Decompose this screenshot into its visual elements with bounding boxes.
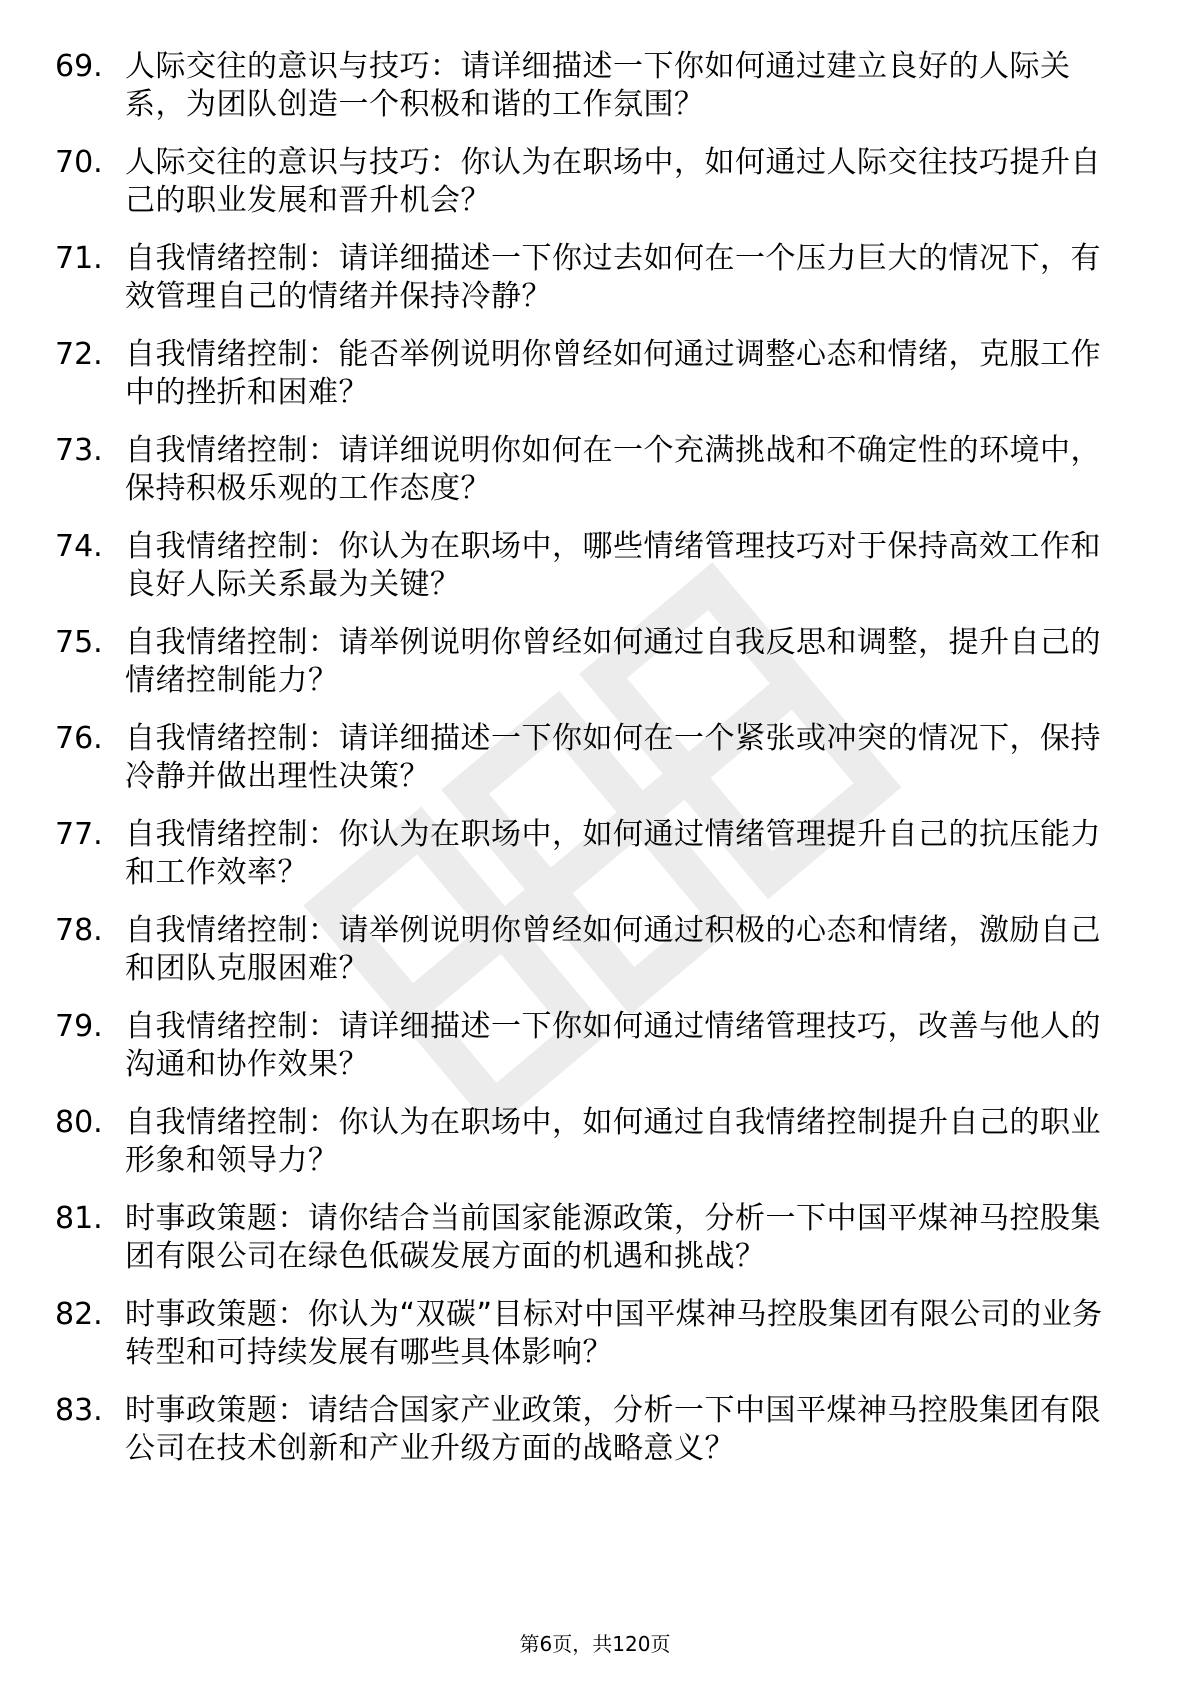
question-text: 时事政策题：你认为“双碳”目标对中国平煤神马控股集团有限公司的业务转型和可持续发展有哪些具体影响？ xyxy=(125,1297,1103,1370)
question-number: 79. xyxy=(55,1009,103,1044)
question-item xyxy=(55,1104,1115,1180)
page-number-label: 第6页，共120页 xyxy=(519,1632,671,1656)
question-text: 人际交往的意识与技巧：你认为在职场中，如何通过人际交往技巧提升自己的职业发展和晋升机会？ xyxy=(125,145,1101,218)
question-item xyxy=(55,624,1115,700)
question-item xyxy=(55,1296,1115,1372)
question-item xyxy=(55,48,1115,124)
question-number: 69. xyxy=(55,49,103,84)
question-number: 70. xyxy=(55,145,103,180)
question-item xyxy=(55,336,1115,412)
question-text: 人际交往的意识与技巧：请详细描述一下你如何通过建立良好的人际关系，为团队创造一个积极和谐的工作氛围？ xyxy=(125,49,1071,122)
page-footer xyxy=(0,1630,1190,1658)
question-text: 自我情绪控制：你认为在职场中，如何通过情绪管理提升自己的抗压能力和工作效率？ xyxy=(125,817,1101,890)
question-item xyxy=(55,816,1115,892)
question-item xyxy=(55,432,1115,508)
question-number: 78. xyxy=(55,913,103,948)
question-number: 80. xyxy=(55,1105,103,1140)
question-text: 自我情绪控制：请详细说明你如何在一个充满挑战和不确定性的环境中，保持积极乐观的工作态度？ xyxy=(125,433,1101,506)
question-item xyxy=(55,240,1115,316)
question-text: 时事政策题：请结合国家产业政策，分析一下中国平煤神马控股集团有限公司在技术创新和产业升级方面的战略意义？ xyxy=(125,1393,1101,1466)
question-number: 82. xyxy=(55,1297,103,1332)
question-text: 自我情绪控制：请举例说明你曾经如何通过积极的心态和情绪，激励自己和团队克服困难？ xyxy=(125,913,1101,986)
question-number: 77. xyxy=(55,817,103,852)
question-item xyxy=(55,1392,1115,1468)
question-text: 自我情绪控制：请详细描述一下你过去如何在一个压力巨大的情况下，有效管理自己的情绪并保持冷静？ xyxy=(125,241,1101,314)
question-number: 83. xyxy=(55,1393,103,1428)
question-text: 自我情绪控制：你认为在职场中，哪些情绪管理技巧对于保持高效工作和良好人际关系最为关键？ xyxy=(125,529,1101,602)
question-item xyxy=(55,1200,1115,1276)
question-text: 自我情绪控制：请举例说明你曾经如何通过自我反思和调整，提升自己的情绪控制能力？ xyxy=(125,625,1101,698)
question-number: 81. xyxy=(55,1201,103,1236)
question-item xyxy=(55,144,1115,220)
question-list xyxy=(55,48,1115,1488)
question-number: 72. xyxy=(55,337,103,372)
question-text: 自我情绪控制：能否举例说明你曾经如何通过调整心态和情绪，克服工作中的挫折和困难？ xyxy=(125,337,1101,410)
question-text: 时事政策题：请你结合当前国家能源政策，分析一下中国平煤神马控股集团有限公司在绿色低碳发展方面的机遇和挑战？ xyxy=(125,1201,1101,1274)
question-text: 自我情绪控制：请详细描述一下你如何通过情绪管理技巧，改善与他人的沟通和协作效果？ xyxy=(125,1009,1101,1082)
question-item xyxy=(55,912,1115,988)
question-text: 自我情绪控制：请详细描述一下你如何在一个紧张或冲突的情况下，保持冷静并做出理性决策？ xyxy=(125,721,1101,794)
question-item xyxy=(55,528,1115,604)
question-item xyxy=(55,720,1115,796)
question-number: 71. xyxy=(55,241,103,276)
question-number: 74. xyxy=(55,529,103,564)
question-text: 自我情绪控制：你认为在职场中，如何通过自我情绪控制提升自己的职业形象和领导力？ xyxy=(125,1105,1101,1178)
question-number: 73. xyxy=(55,433,103,468)
question-number: 75. xyxy=(55,625,103,660)
question-number: 76. xyxy=(55,721,103,756)
question-item xyxy=(55,1008,1115,1084)
